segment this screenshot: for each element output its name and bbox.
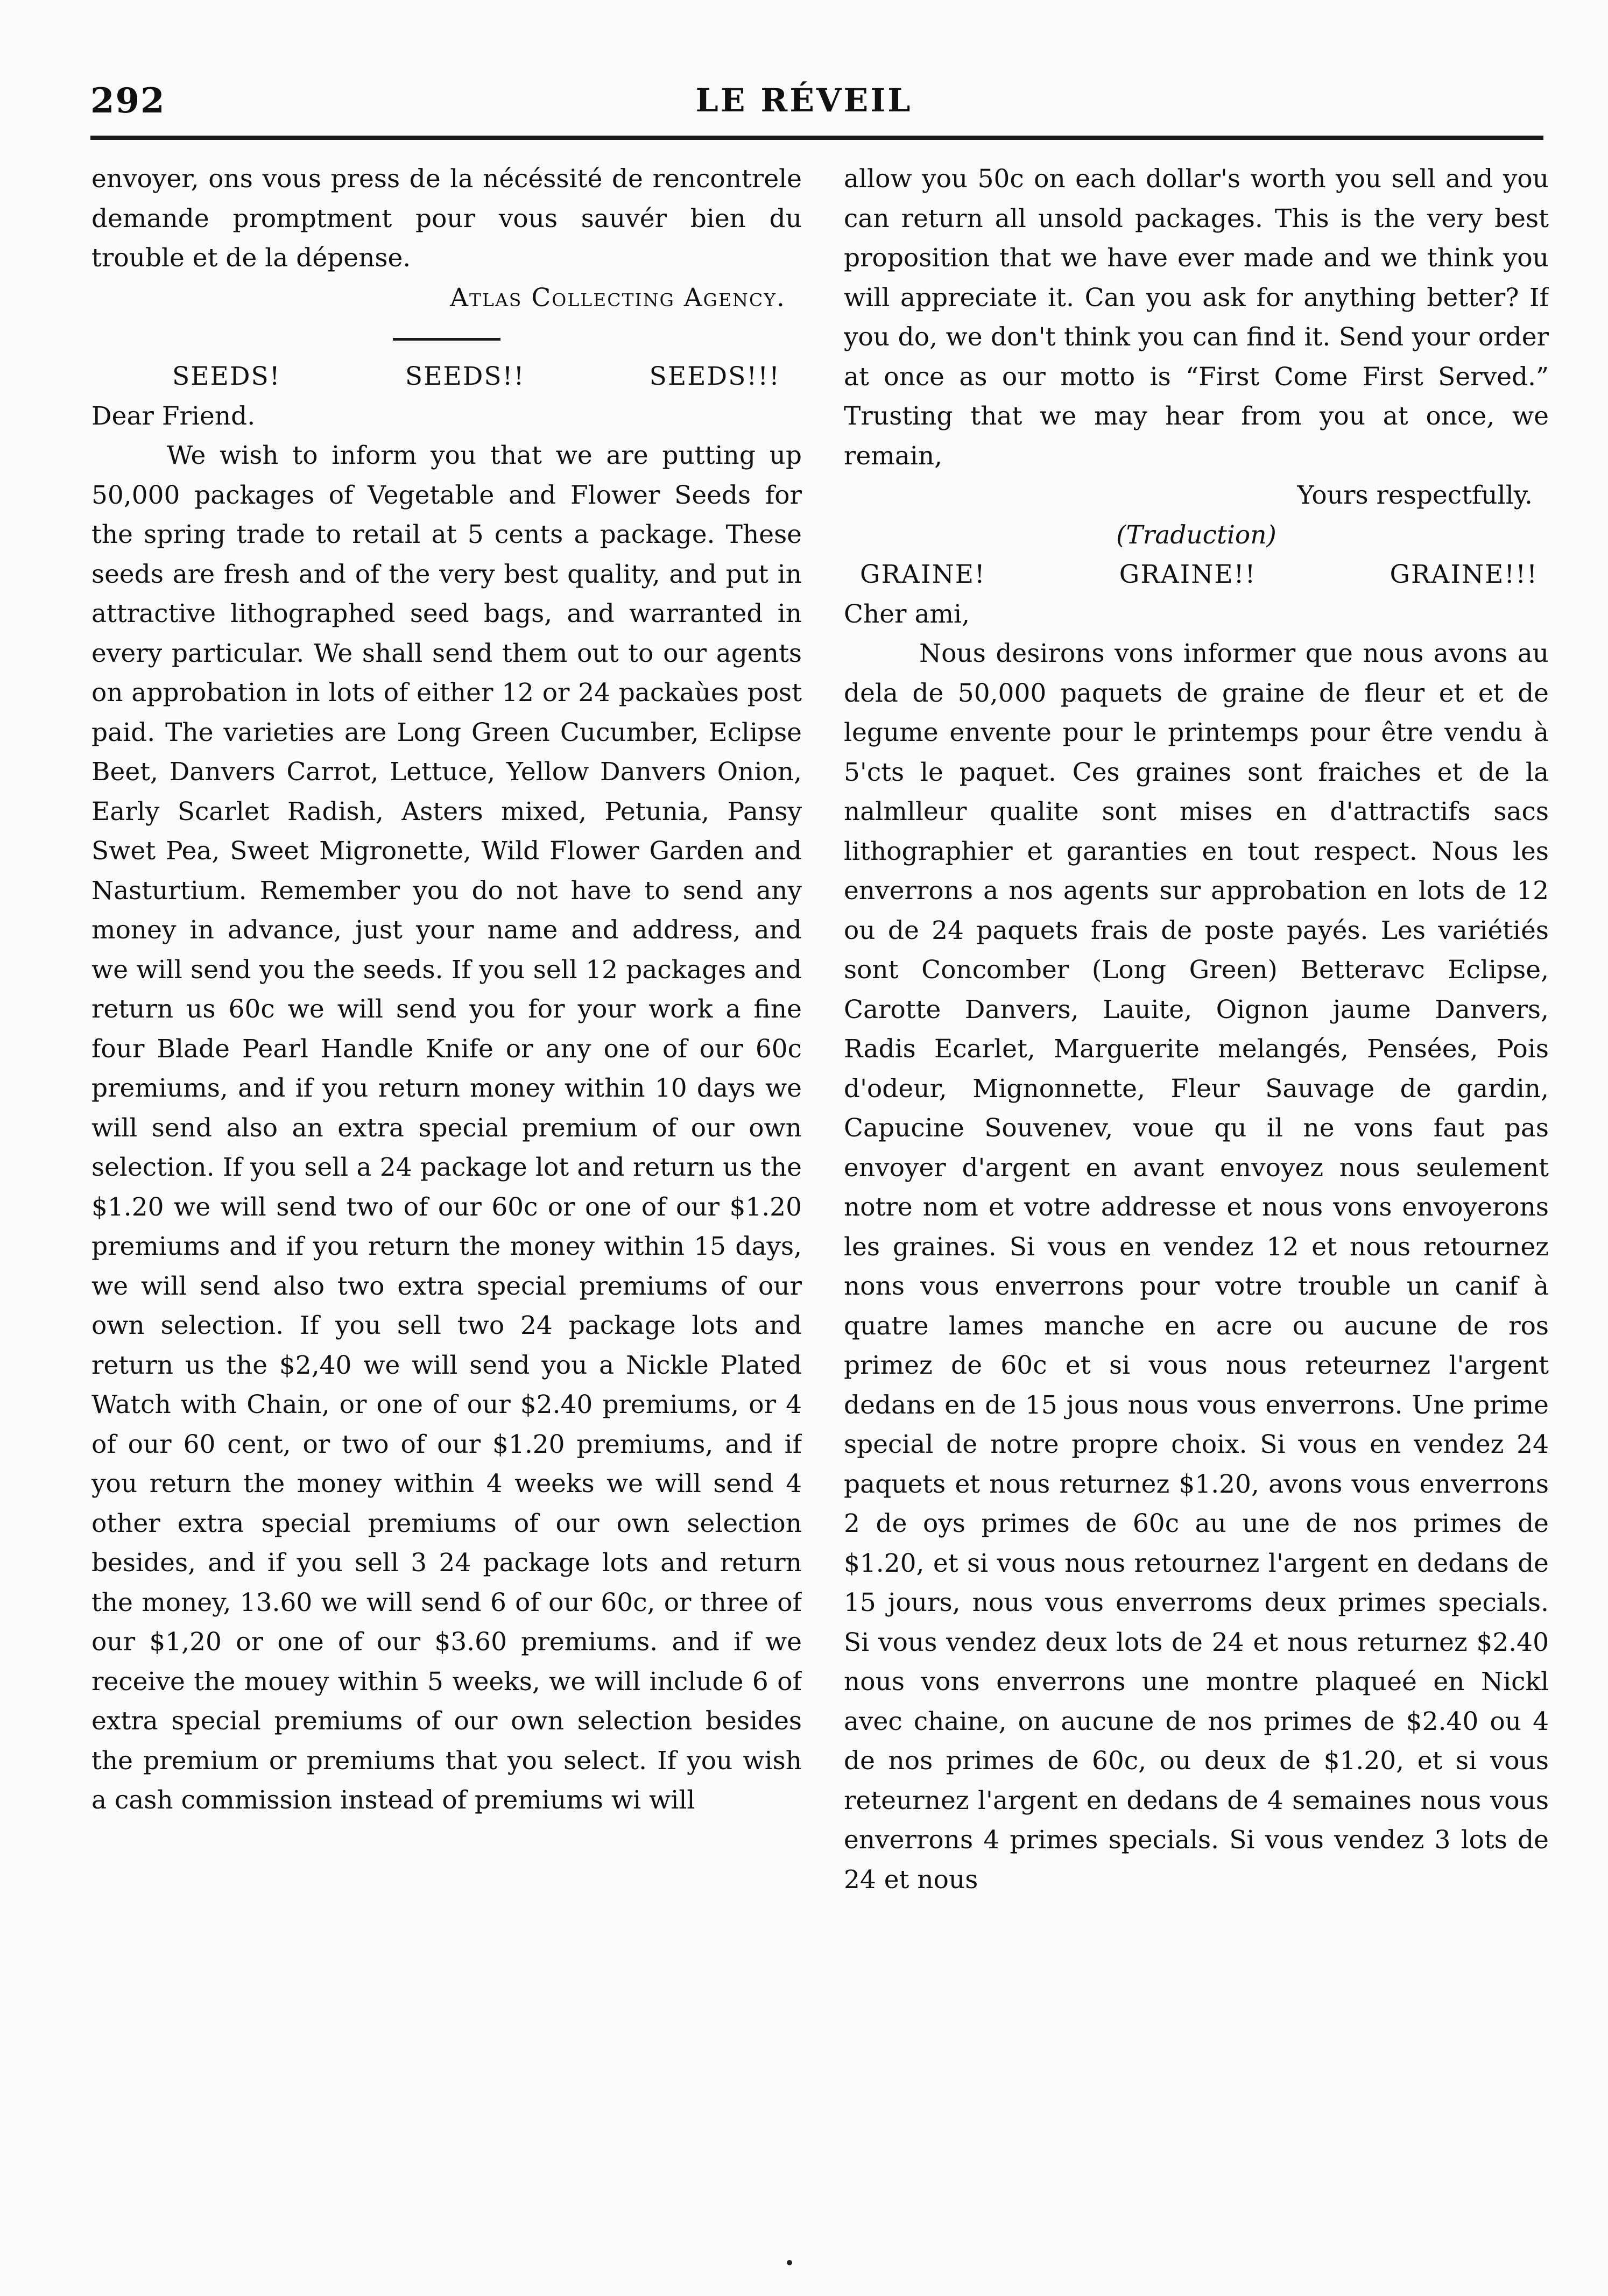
letter-continuation: allow you 50c on each dollar's worth you sell and you can return all unsold packages. This is the very best proposition that we have ever made and we think you will appreciate it. Can you ask for anything better? If you do, we don't think you can find it. Send your order at once as our motto is “First Come First Served.” Trusting that we may hear from you at once, we remain,: [844, 164, 1549, 471]
french-letter-body: Nous desirons vons informer que nous avons au dela de 50,000 paquets de graine de fleur et et de legume envente pour le printemps pour être vendu à 5'cts le paquet. Ces graines sont fraiches et de la nalmlleur qualite sont mises en d'attractifs sacs lithographier et garanties en tout respect. Nous les enverrons a nos agents sur approbation en lots de 12 ou de 24 paquets frais de poste payés. Les variétiés sont Concomber (Long Green) Betteravc Eclipse, Carotte Danvers, Lauite, Oignon jaume Danvers, Radis Ecarlet, Marguerite melangés, Pensées, Pois d'odeur, Mignonnette, Fleur Sauvage de gardin, Capucine Souvenev, voue qu il ne vons faut pas envoyer d'argent en avant envoyez nous seulement notre nom et votre addresse et nous vons envoyerons les graines. Si vous en vendez 12 et nous retournez nons vous enverrons pour votre trouble un canif à quatre lames manche en acre ou aucune de ros primez de 60c et si vous nous reteurnez l'argent dedans en de 15 jous nous vous enverrons. Une prime special de notre propre choix. Si vous en vendez 24 paquets et nous returnez $1.20, avons vous enverrons 2 de oys primes de 60c au une de nos primes de $1.20, et si vous nous retournez l'argent en dedans de 15 jours, nous vous enverroms deux primes specials. Si vous vendez deux lots de 24 et nous returnez $2.40 nous vons enverrons une montre plaqueé en Nickl avec chaine, on aucune de nos primes de $2.40 ou 4 de nos primes de 60c, ou deux de $1.20, et si vous reteurnez l'argent en dedans de 4 semaines nous vous enverrons 4 primes specials. Si vous vendez 3 lots de 24 et nous: [844, 639, 1549, 1895]
signature-text: Atlas Collecting Agency.: [450, 282, 786, 313]
traduction-label: (Traduction): [1116, 520, 1276, 550]
ink-mark: [787, 2260, 792, 2265]
seeds-heading-3: SEEDS!!!: [649, 362, 780, 391]
section-divider: [393, 338, 500, 341]
seeds-heading: [91, 357, 802, 397]
salutation: Dear Friend.: [91, 401, 256, 431]
graine-heading-2: GRAINE!!: [1119, 560, 1257, 589]
graine-heading-1: GRAINE!: [860, 560, 986, 589]
running-title: LE RÉVEIL: [695, 82, 913, 119]
page-number: 292: [90, 81, 166, 121]
seeds-heading-1: SEEDS!: [172, 362, 281, 391]
letter-body: We wish to inform you that we are putting up 50,000 packages of Vegetable and Flower Seeds for the spring trade to retail at 5 cents a package. These seeds are fresh and of the very best quality, and put in attractive lithographed seed bags, and warranted in every particular. We shall send them out to our agents on approbation in lots of either 12 or 24 packaùes post paid. The varieties are Long Green Cucumber, Eclipse Beet, Danvers Carrot, Lettuce, Yellow Danvers Onion, Early Scarlet Radish, Asters mixed, Petunia, Pansy Swet Pea, Sweet Migronette, Wild Flower Garden and Nasturtium. Remember you do not have to send any money in advance, just your name and address, and we will send you the seeds. If you sell 12 packages and return us 60c we will send you for your work a fine four Blade Pearl Handle Knife or any one of our 60c premiums, and if you return money within 10 days we will send also an extra special premium of our own selection. If you sell a 24 package lot and return us the $1.20 we will send two of our 60c or one of our $1.20 premiums and if you return the money within 15 days, we will send also two extra special premiums of our own selection. If you sell two 24 package lots and return us the $2,40 we will send you a Nickle Plated Watch with Chain, or one of our $2.40 premiums, or 4 of our 60 cent, or two of our $1.20 premiums, and if you return the money within 4 weeks we will send 4 other extra special premiums of our own selection besides, and if you sell 3 24 package lots and return the money, 13.60 we will send 6 of our 60c, or three of our $1,20 or one of our $3.60 premiums. and if we receive the mouey within 5 weeks, we will include 6 of extra special premiums of our own selection besides the premium or premiums that you select. If you wish a cash commission instead of premiums wi will: [91, 441, 802, 1815]
header-rule: [90, 136, 1543, 140]
graine-heading: [844, 555, 1549, 595]
left-column: [91, 159, 802, 2215]
signature: [91, 278, 802, 318]
seeds-heading-2: SEEDS!!: [405, 362, 525, 391]
closing: Yours respectfully.: [1297, 481, 1533, 510]
right-column: [844, 159, 1549, 2215]
graine-heading-3: GRAINE!!!: [1390, 560, 1538, 589]
french-salutation: Cher ami,: [844, 599, 970, 629]
intro-paragraph: envoyer, ons vous press de la nécéssité de rencontrele demande promptment pour vous sauvér bien du trouble et de la dépense.: [91, 164, 802, 273]
